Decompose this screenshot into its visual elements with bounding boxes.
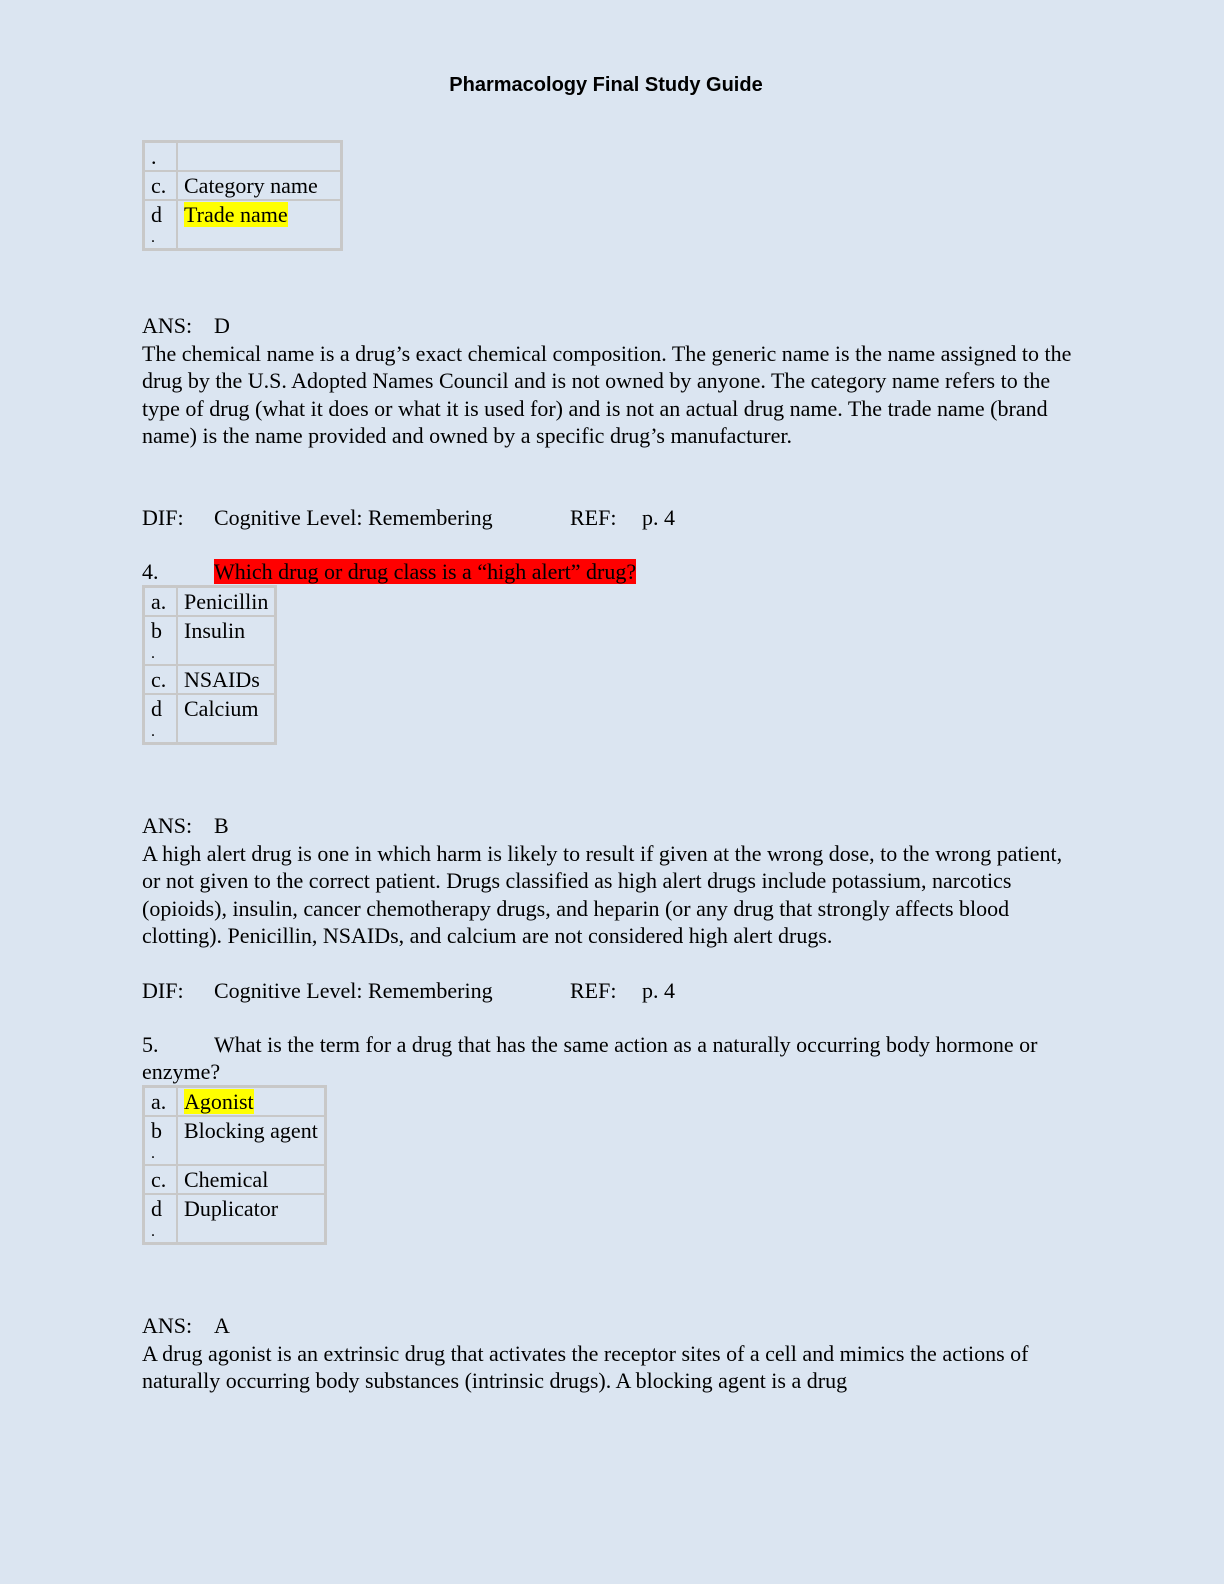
option-text: Blocking agent bbox=[177, 1116, 325, 1165]
ans-label: ANS: bbox=[142, 1313, 193, 1338]
ref-value: p. 4 bbox=[642, 978, 675, 1003]
option-letter: a. bbox=[144, 1087, 178, 1117]
ans-label: ANS: bbox=[142, 813, 193, 838]
table-row bbox=[144, 1194, 326, 1244]
ref-label: REF: bbox=[570, 978, 617, 1003]
option-letter-dot: . bbox=[151, 645, 155, 662]
table-row bbox=[144, 1165, 326, 1194]
option-letter: a. bbox=[144, 587, 178, 617]
option-text: Chemical bbox=[177, 1165, 325, 1194]
ans-value: B bbox=[214, 813, 229, 838]
option-text: NSAIDs bbox=[177, 665, 276, 694]
option-letter-dot: . bbox=[151, 1223, 155, 1240]
table-row bbox=[144, 1116, 326, 1165]
dif-label: DIF: bbox=[142, 505, 184, 530]
q3-answer-block bbox=[142, 312, 1082, 450]
q5-options-table bbox=[142, 1085, 327, 1245]
option-letter-dot: . bbox=[151, 229, 155, 246]
option-text bbox=[177, 1087, 325, 1117]
q3-options-table bbox=[142, 140, 343, 251]
question-text: Which drug or drug class is a “high alert” drug? bbox=[214, 559, 637, 584]
option-text: Insulin bbox=[177, 616, 276, 665]
table-row bbox=[144, 694, 276, 744]
option-text: Category name bbox=[177, 171, 342, 200]
ans-label: ANS: bbox=[142, 313, 193, 338]
table-row bbox=[144, 171, 342, 200]
ref-label: REF: bbox=[570, 505, 617, 530]
ref-value: p. 4 bbox=[642, 505, 675, 530]
q3-explanation: The chemical name is a drug’s exact chemical composition. The generic name is the name assigned to the drug by the U.S. Adopted Names Council and is not owned by anyone. The category name refers to the type of drug (what it does or what it is used for) and is not an actual drug name. The trade name (brand name) is the name provided and owned by a specific drug’s manufacturer. bbox=[142, 340, 1072, 448]
q5-explanation: A drug agonist is an extrinsic drug that activates the receptor sites of a cell and mimics the actions of naturally occurring body substances (intrinsic drugs). A blocking agent is a drug bbox=[142, 1340, 1029, 1393]
question-number: 5. bbox=[142, 1032, 159, 1057]
option-letter: c. bbox=[144, 665, 178, 694]
dif-value: Cognitive Level: Remembering bbox=[214, 978, 493, 1003]
option-letter: d . bbox=[144, 200, 178, 250]
question-text: What is the term for a drug that has the same action as a naturally occurring body hormone or enzyme? bbox=[142, 1032, 1038, 1084]
question-number: 4. bbox=[142, 559, 159, 584]
option-text: Duplicator bbox=[177, 1194, 325, 1244]
option-text: Penicillin bbox=[177, 587, 276, 617]
option-letter: c. bbox=[144, 171, 178, 200]
option-letter: b . bbox=[144, 616, 178, 665]
highlighted-answer: Trade name bbox=[184, 202, 288, 227]
option-letter: c. bbox=[144, 1165, 178, 1194]
table-row bbox=[144, 1087, 326, 1117]
option-letter: d . bbox=[144, 1194, 178, 1244]
table-row bbox=[144, 587, 276, 617]
option-letter: . bbox=[144, 142, 178, 172]
q5-answer-block bbox=[142, 1312, 1082, 1395]
highlighted-answer: Agonist bbox=[184, 1089, 254, 1114]
page-title: Pharmacology Final Study Guide bbox=[449, 74, 763, 96]
dif-value: Cognitive Level: Remembering bbox=[214, 505, 493, 530]
q4-answer-block bbox=[142, 812, 1082, 950]
dif-label: DIF: bbox=[142, 978, 184, 1003]
table-row bbox=[144, 616, 276, 665]
option-letter: d . bbox=[144, 694, 178, 744]
q4-explanation: A high alert drug is one in which harm is likely to result if given at the wrong dose, to the wrong patient, or not given to the correct patient. Drugs classified as high alert drugs include potassium, narcotics (opioids), insulin, cancer chemotherapy drugs, and heparin (or any drug that strongly affects blood clotting). Penicillin, NSAIDs, and calcium are not considered high alert drugs. bbox=[142, 840, 1063, 948]
table-row bbox=[144, 142, 342, 172]
q5-question bbox=[142, 1031, 1082, 1085]
ans-value: A bbox=[214, 1313, 230, 1338]
q4-options-table bbox=[142, 585, 277, 745]
table-row bbox=[144, 665, 276, 694]
option-letter-dot: . bbox=[151, 1145, 155, 1162]
option-letter-dot: . bbox=[151, 723, 155, 740]
option-text bbox=[177, 200, 342, 250]
option-letter: b . bbox=[144, 1116, 178, 1165]
option-text bbox=[177, 142, 342, 172]
q4-question bbox=[142, 558, 1082, 585]
option-text: Calcium bbox=[177, 694, 276, 744]
table-row bbox=[144, 200, 342, 250]
ans-value: D bbox=[214, 313, 230, 338]
